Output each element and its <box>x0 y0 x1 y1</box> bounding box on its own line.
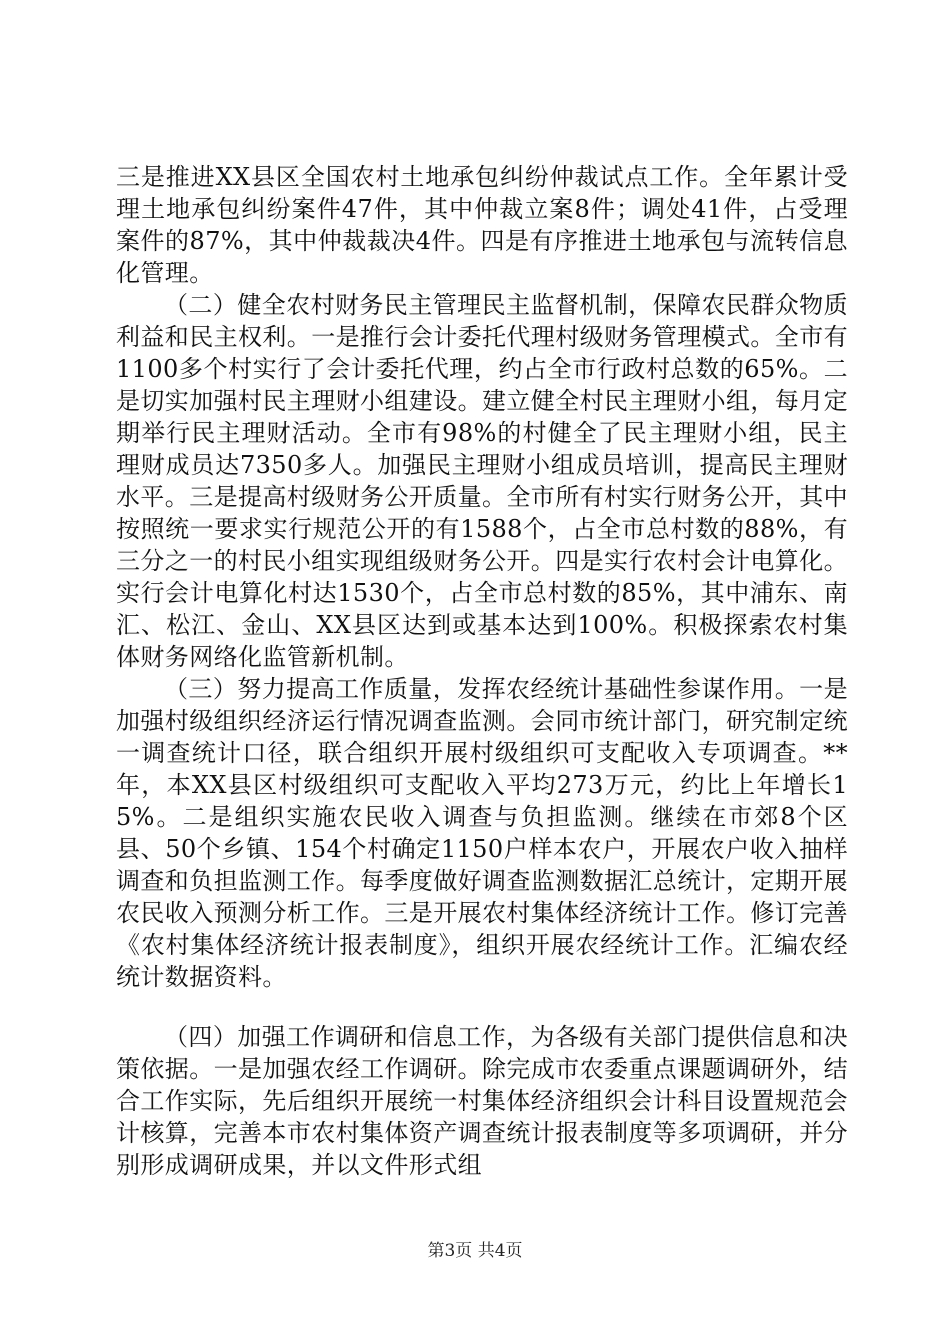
paragraph-land-contract: 三是推进XX县区全国农村土地承包纠纷仲裁试点工作。全年累计受理土地承包纠纷案件47件，其中仲裁立案8件；调处41件，占受理案件的87%，其中仲裁裁决4件。四是有序推进土地承包与流转信息化管理。 <box>116 163 848 287</box>
paragraph-statistics-quality: （三）努力提高工作质量，发挥农经统计基础性参谋作用。一是加强村级组织经济运行情况调查监测。会同市统计部门，研究制定统一调查统计口径，联合组织开展村级组织可支配收入专项调查。**年，本XX县区村级组织可支配收入平均273万元，约比上年增长15%。二是组织实施农民收入调查与负担监测。继续在市郊8个区县、50个乡镇、154个村确定1150户样本农户，开展农户收入抽样调查和负担监测工作。每季度做好调查监测数据汇总统计，定期开展农民收入预测分析工作。三是开展农村集体经济统计工作。修订完善《农村集体经济统计报表制度》，组织开展农经统计工作。汇编农经统计数据资料。 <box>116 675 848 991</box>
paragraph-spacer <box>116 993 848 1021</box>
paragraph-research-info: （四）加强工作调研和信息工作，为各级有关部门提供信息和决策依据。一是加强农经工作调研。除完成市农委重点课题调研外，结合工作实际，先后组织开展统一村集体经济组织会计科目设置规范会计核算，完善本市农村集体资产调查统计报表制度等多项调研，并分别形成调研成果，并以文件形式组 <box>116 1023 848 1179</box>
page-footer: 第3页 共4页 <box>427 1241 523 1261</box>
document-body <box>116 161 848 1181</box>
paragraph-finance-supervision: （二）健全农村财务民主管理民主监督机制，保障农民群众物质利益和民主权利。一是推行会计委托代理村级财务管理模式。全市有1100多个村实行了会计委托代理，约占全市行政村总数的65%。二是切实加强村民主理财小组建设。建立健全村民主理财小组，每月定期举行民主理财活动。全市有98%的村健全了民主理财小组，民主理财成员达7350多人。加强民主理财小组成员培训，提高民主理财水平。三是提高村级财务公开质量。全市所有村实行财务公开，其中按照统一要求实行规范公开的有1588个，占全市总村数的88%，有三分之一的村民小组实现组级财务公开。四是实行农村会计电算化。实行会计电算化村达1530个，占全市总村数的85%，其中浦东、南汇、松江、金山、XX县区达到或基本达到100%。积极探索农村集体财务网络化监管新机制。 <box>116 291 848 671</box>
